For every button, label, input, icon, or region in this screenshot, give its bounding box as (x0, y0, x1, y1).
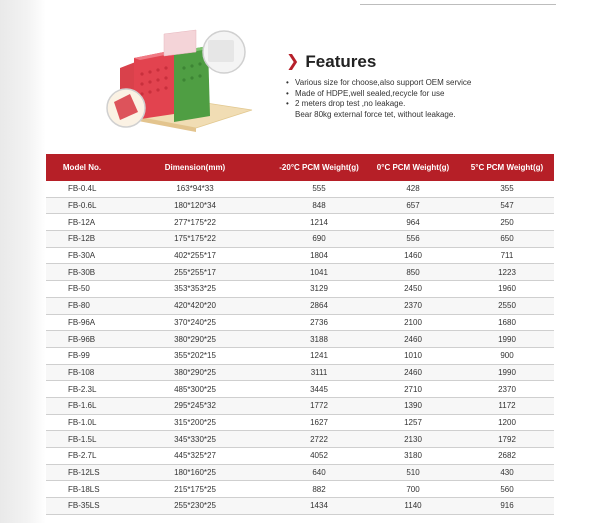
cell-pcm-5: 711 (460, 247, 554, 264)
header-dimension: Dimension(mm) (118, 154, 272, 181)
cell-pcm-5: 2682 (460, 448, 554, 465)
header-model: Model No. (46, 154, 118, 181)
cell-model: FB-30B (46, 264, 118, 281)
cell-pcm-minus20: 1772 (272, 397, 366, 414)
cell-pcm-minus20: 1214 (272, 214, 366, 231)
table-row (46, 297, 554, 314)
cell-pcm-0: 428 (366, 181, 460, 197)
table-row (46, 381, 554, 398)
cell-pcm-5: 547 (460, 197, 554, 214)
table-row (46, 431, 554, 448)
cell-pcm-0: 2130 (366, 431, 460, 448)
cell-pcm-minus20: 2736 (272, 314, 366, 331)
cell-model: FB-1.0L (46, 414, 118, 431)
cell-model: FB-50 (46, 281, 118, 298)
features-list (286, 78, 566, 110)
cell-model: FB-12B (46, 231, 118, 248)
cell-pcm-minus20: 555 (272, 181, 366, 197)
cell-pcm-5: 650 (460, 231, 554, 248)
bullet-icon: • (286, 88, 289, 98)
cell-pcm-0: 2460 (366, 331, 460, 348)
table-row (46, 347, 554, 364)
cell-model: FB-108 (46, 364, 118, 381)
table-row (46, 197, 554, 214)
table-header-row (46, 154, 554, 181)
table-row (46, 397, 554, 414)
cell-pcm-minus20: 848 (272, 197, 366, 214)
cell-pcm-5: 1792 (460, 431, 554, 448)
cell-pcm-0: 850 (366, 264, 460, 281)
cell-dimension: 380*290*25 (118, 331, 272, 348)
cell-model: FB-18LS (46, 481, 118, 498)
table-row (46, 448, 554, 465)
feature-item (286, 99, 566, 110)
cell-dimension: 215*175*25 (118, 481, 272, 498)
cell-pcm-minus20: 1041 (272, 264, 366, 281)
cell-model: FB-0.4L (46, 181, 118, 197)
cell-dimension: 255*255*17 (118, 264, 272, 281)
cell-model: FB-96B (46, 331, 118, 348)
cell-pcm-0: 1257 (366, 414, 460, 431)
feature-text: Made of HDPE,well sealed,recycle for use (295, 88, 445, 98)
cell-model: FB-0.6L (46, 197, 118, 214)
table-row (46, 181, 554, 197)
table-row (46, 364, 554, 381)
cell-pcm-minus20: 1627 (272, 414, 366, 431)
table-body (46, 181, 554, 514)
features-title: Features (305, 52, 377, 71)
cell-dimension: 163*94*33 (118, 181, 272, 197)
product-spec-table (46, 154, 554, 515)
cell-pcm-5: 916 (460, 498, 554, 515)
cell-pcm-minus20: 2722 (272, 431, 366, 448)
cell-model: FB-12A (46, 214, 118, 231)
features-heading (286, 52, 566, 72)
cell-dimension: 402*255*17 (118, 247, 272, 264)
cell-pcm-5: 2550 (460, 297, 554, 314)
cell-model: FB-2.7L (46, 448, 118, 465)
cell-pcm-5: 1990 (460, 331, 554, 348)
cell-pcm-0: 2100 (366, 314, 460, 331)
cell-pcm-0: 510 (366, 464, 460, 481)
product-image (104, 28, 254, 138)
cell-pcm-0: 1140 (366, 498, 460, 515)
cell-pcm-0: 2710 (366, 381, 460, 398)
cell-pcm-5: 900 (460, 347, 554, 364)
cell-dimension: 353*353*25 (118, 281, 272, 298)
cell-dimension: 345*330*25 (118, 431, 272, 448)
cell-pcm-5: 250 (460, 214, 554, 231)
cell-model: FB-80 (46, 297, 118, 314)
feature-item (286, 78, 566, 89)
cell-pcm-minus20: 1804 (272, 247, 366, 264)
cell-dimension: 180*160*25 (118, 464, 272, 481)
chevron-right-icon: ❯ (286, 53, 300, 70)
features-section (286, 52, 566, 120)
table-row (46, 281, 554, 298)
table-row (46, 464, 554, 481)
cell-pcm-minus20: 3188 (272, 331, 366, 348)
cell-dimension: 175*175*22 (118, 231, 272, 248)
cell-pcm-0: 2370 (366, 297, 460, 314)
cell-pcm-minus20: 2864 (272, 297, 366, 314)
cell-pcm-0: 1460 (366, 247, 460, 264)
cell-dimension: 180*120*34 (118, 197, 272, 214)
cell-model: FB-99 (46, 347, 118, 364)
feature-text: Various size for choose,also support OEM service (295, 78, 472, 87)
cell-pcm-5: 355 (460, 181, 554, 197)
cell-model: FB-1.6L (46, 397, 118, 414)
cell-dimension: 255*230*25 (118, 498, 272, 515)
cell-dimension: 445*325*27 (118, 448, 272, 465)
cell-pcm-0: 2460 (366, 364, 460, 381)
top-divider (360, 4, 556, 5)
table-row (46, 414, 554, 431)
cell-pcm-5: 2370 (460, 381, 554, 398)
cell-pcm-minus20: 640 (272, 464, 366, 481)
cell-pcm-minus20: 4052 (272, 448, 366, 465)
cell-pcm-5: 1172 (460, 397, 554, 414)
page-side-shadow (0, 0, 46, 523)
table-row (46, 498, 554, 515)
cell-pcm-minus20: 882 (272, 481, 366, 498)
table-row (46, 314, 554, 331)
table-row (46, 231, 554, 248)
bullet-icon: • (286, 78, 289, 87)
cell-model: FB-1.5L (46, 431, 118, 448)
cell-dimension: 355*202*15 (118, 347, 272, 364)
cell-pcm-5: 1990 (460, 364, 554, 381)
cell-pcm-5: 1960 (460, 281, 554, 298)
cell-dimension: 485*300*25 (118, 381, 272, 398)
cell-pcm-5: 1680 (460, 314, 554, 331)
cell-pcm-0: 556 (366, 231, 460, 248)
cell-pcm-minus20: 3445 (272, 381, 366, 398)
cell-model: FB-2.3L (46, 381, 118, 398)
cell-pcm-5: 1223 (460, 264, 554, 281)
cell-pcm-0: 700 (366, 481, 460, 498)
table-row (46, 481, 554, 498)
cell-model: FB-12LS (46, 464, 118, 481)
cell-model: FB-35LS (46, 498, 118, 515)
cell-dimension: 420*420*20 (118, 297, 272, 314)
cell-pcm-0: 3180 (366, 448, 460, 465)
cell-pcm-5: 1200 (460, 414, 554, 431)
cell-pcm-minus20: 690 (272, 231, 366, 248)
bullet-icon: • (286, 99, 289, 109)
cell-pcm-minus20: 1241 (272, 347, 366, 364)
header-pcm-minus20: -20°C PCM Weight(g) (272, 154, 366, 181)
header-pcm-5: 5°C PCM Weight(g) (460, 154, 554, 181)
cell-pcm-0: 1010 (366, 347, 460, 364)
cell-model: FB-30A (46, 247, 118, 264)
cell-pcm-minus20: 3111 (272, 364, 366, 381)
table-row (46, 331, 554, 348)
cell-pcm-5: 430 (460, 464, 554, 481)
table-row (46, 247, 554, 264)
cell-pcm-5: 560 (460, 481, 554, 498)
cell-pcm-0: 657 (366, 197, 460, 214)
cell-pcm-0: 2450 (366, 281, 460, 298)
feature-text: 2 meters drop test ,no leakage. (295, 99, 406, 109)
table-row (46, 214, 554, 231)
cell-dimension: 370*240*25 (118, 314, 272, 331)
cell-dimension: 380*290*25 (118, 364, 272, 381)
cell-model: FB-96A (46, 314, 118, 331)
cell-dimension: 295*245*32 (118, 397, 272, 414)
cell-pcm-0: 1390 (366, 397, 460, 414)
cell-pcm-minus20: 3129 (272, 281, 366, 298)
cell-pcm-0: 964 (366, 214, 460, 231)
feature-item (286, 89, 566, 100)
table-row (46, 264, 554, 281)
cell-dimension: 277*175*22 (118, 214, 272, 231)
header-pcm-0: 0°C PCM Weight(g) (366, 154, 460, 181)
cell-pcm-minus20: 1434 (272, 498, 366, 515)
feature-extra-line: Bear 80kg external force tet, without leakage. (295, 109, 456, 119)
cell-dimension: 315*200*25 (118, 414, 272, 431)
